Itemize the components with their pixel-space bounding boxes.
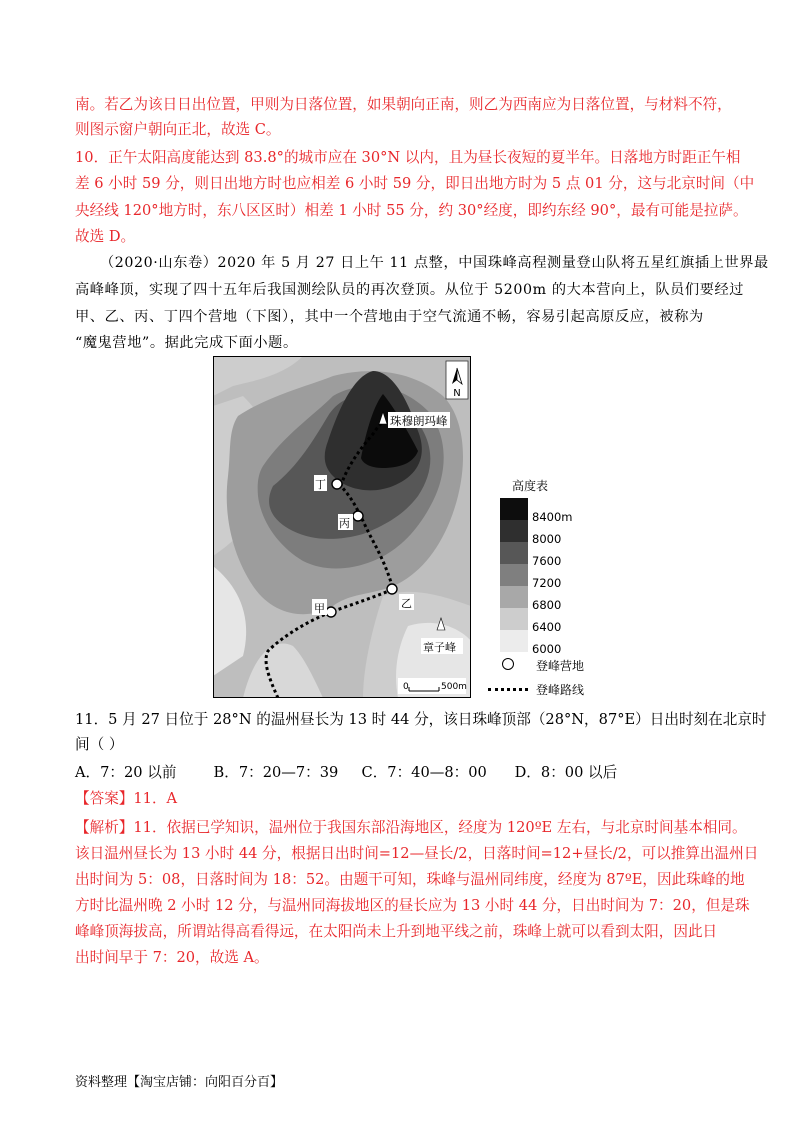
- camp-bing-marker: [353, 511, 363, 521]
- stem-line-2: 高峰峰顶，实现了四十五年后我国测绘队员的再次登顶。从位于 5200m 的大本营向上，队员们要经过: [75, 282, 745, 298]
- answer10-line-6: 故选 D。: [75, 228, 136, 245]
- camp-jia-label: 甲: [314, 602, 325, 615]
- legend-swatch-3: [500, 564, 528, 586]
- answer10-line-5: 央经线 120°地方时，东八区区时）相差 1 小时 55 分，约 30°经度，即约东经 90°，最有可能是拉萨。: [75, 202, 748, 219]
- legend-swatch-0: [500, 498, 528, 520]
- legend-level-label: 6800: [532, 598, 562, 612]
- legend-level-label: 8400m: [532, 510, 573, 524]
- legend-swatch-6: [500, 630, 528, 652]
- camp-jia-marker: [326, 607, 336, 617]
- answer10-line-1: 南。若乙为该日日出位置，甲则为日落位置，如果朝向正南，则乙为西南应为日落位置，与材料不符，: [75, 96, 732, 113]
- answer11-line-3: 出时间为 5：08，日落时间为 18：52。由题干可知，珠峰与温州同纬度，经度为 87ºE，因此珠峰的地: [75, 871, 745, 888]
- scale-500: 500m: [441, 682, 467, 692]
- legend-camp-icon: [502, 658, 514, 670]
- legend-route-icon: [488, 688, 528, 691]
- zhangzi-label: 章子峰: [423, 641, 456, 654]
- legend-swatch-4: [500, 586, 528, 608]
- camp-yi-marker: [387, 584, 397, 594]
- legend-level-label: 6400: [532, 620, 562, 634]
- north-label: N: [453, 388, 461, 399]
- answer11-line-4: 方时比温州晚 2 小时 12 分，与温州同海拔地区的昼长应为 13 小时 44 分，日出时间为 7：20，但是珠: [75, 897, 750, 914]
- stem-line-4: “魔鬼营地”。据此完成下面小题。: [75, 335, 298, 351]
- q11-line-1: 11．5 月 27 日位于 28°N 的温州昼长为 13 时 44 分，该日珠峰顶部（28°N，87°E）日出时刻在北京时: [75, 711, 767, 728]
- camp-ding-marker: [332, 479, 342, 489]
- stem-line-3: 甲、乙、丙、丁四个营地（下图），其中一个营地由于空气流通不畅，容易引起高原反应，被称为: [75, 309, 704, 325]
- north-arrow: [446, 361, 468, 399]
- legend-route-label: 登峰路线: [536, 683, 585, 697]
- everest-label: 珠穆朗玛峰: [390, 414, 448, 428]
- legend-camp-label: 登峰营地: [536, 659, 585, 673]
- everest-contour-map: [213, 356, 471, 698]
- answer11-line-2: 该日温州昼长为 13 小时 44 分，根据日出时间=12—昼长/2，日落时间=12+昼长/2，可以推算出温州日: [75, 845, 759, 862]
- footer-source: 资料整理【淘宝店铺：向阳百分百】: [75, 1075, 284, 1090]
- answer10-line-2: 则图示窗户朝向正北，故选 C。: [75, 121, 281, 138]
- q11-options: A．7：20 以前 B．7：20—7：39 C．7：40—8：00 D．8：00 以后: [75, 764, 618, 781]
- answer11-line-6: 出时间早于 7：20，故选 A。: [75, 949, 269, 966]
- legend-level-label: 8000: [532, 532, 562, 546]
- legend-level-label: 7200: [532, 576, 562, 590]
- legend-swatch-2: [500, 542, 528, 564]
- camp-bing-label: 丙: [339, 517, 350, 530]
- answer10-line-4: 差 6 小时 59 分，则日出地方时也应相差 6 小时 59 分，即日出地方时为 5 点 01 分，这与北京时间（中: [75, 175, 755, 192]
- legend-level-label: 6000: [532, 642, 562, 656]
- stem-line-1: （2020·山东卷）2020 年 5 月 27 日上午 11 点整，中国珠峰高程测量登山队将五星红旗插上世界最: [100, 255, 769, 271]
- legend-swatch-1: [500, 520, 528, 542]
- answer11-line-5: 峰峰顶海拔高，所谓站得高看得远，在太阳尚未上升到地平线之前，珠峰上就可以看到太阳，因此日: [75, 923, 718, 940]
- legend-title: 高度表: [512, 479, 549, 493]
- scale-zero: 0: [403, 682, 409, 692]
- camp-ding-label: 丁: [315, 478, 326, 491]
- answer11-line-1: 【解析】11．依据已学知识，温州位于我国东部沿海地区，经度为 120ºE 左右，与北京时间基本相同。: [75, 819, 747, 836]
- legend-swatch-5: [500, 608, 528, 630]
- q11-line-2: 间（ ）: [75, 736, 124, 753]
- legend-level-label: 7600: [532, 554, 562, 568]
- answer11-tag: 【答案】11．A: [75, 790, 178, 807]
- camp-yi-label: 乙: [401, 597, 412, 610]
- answer10-line-3: 10．正午太阳高度能达到 83.8°的城市应在 30°N 以内，且为昼长夜短的夏半年。日落地方时距正午相: [75, 149, 741, 166]
